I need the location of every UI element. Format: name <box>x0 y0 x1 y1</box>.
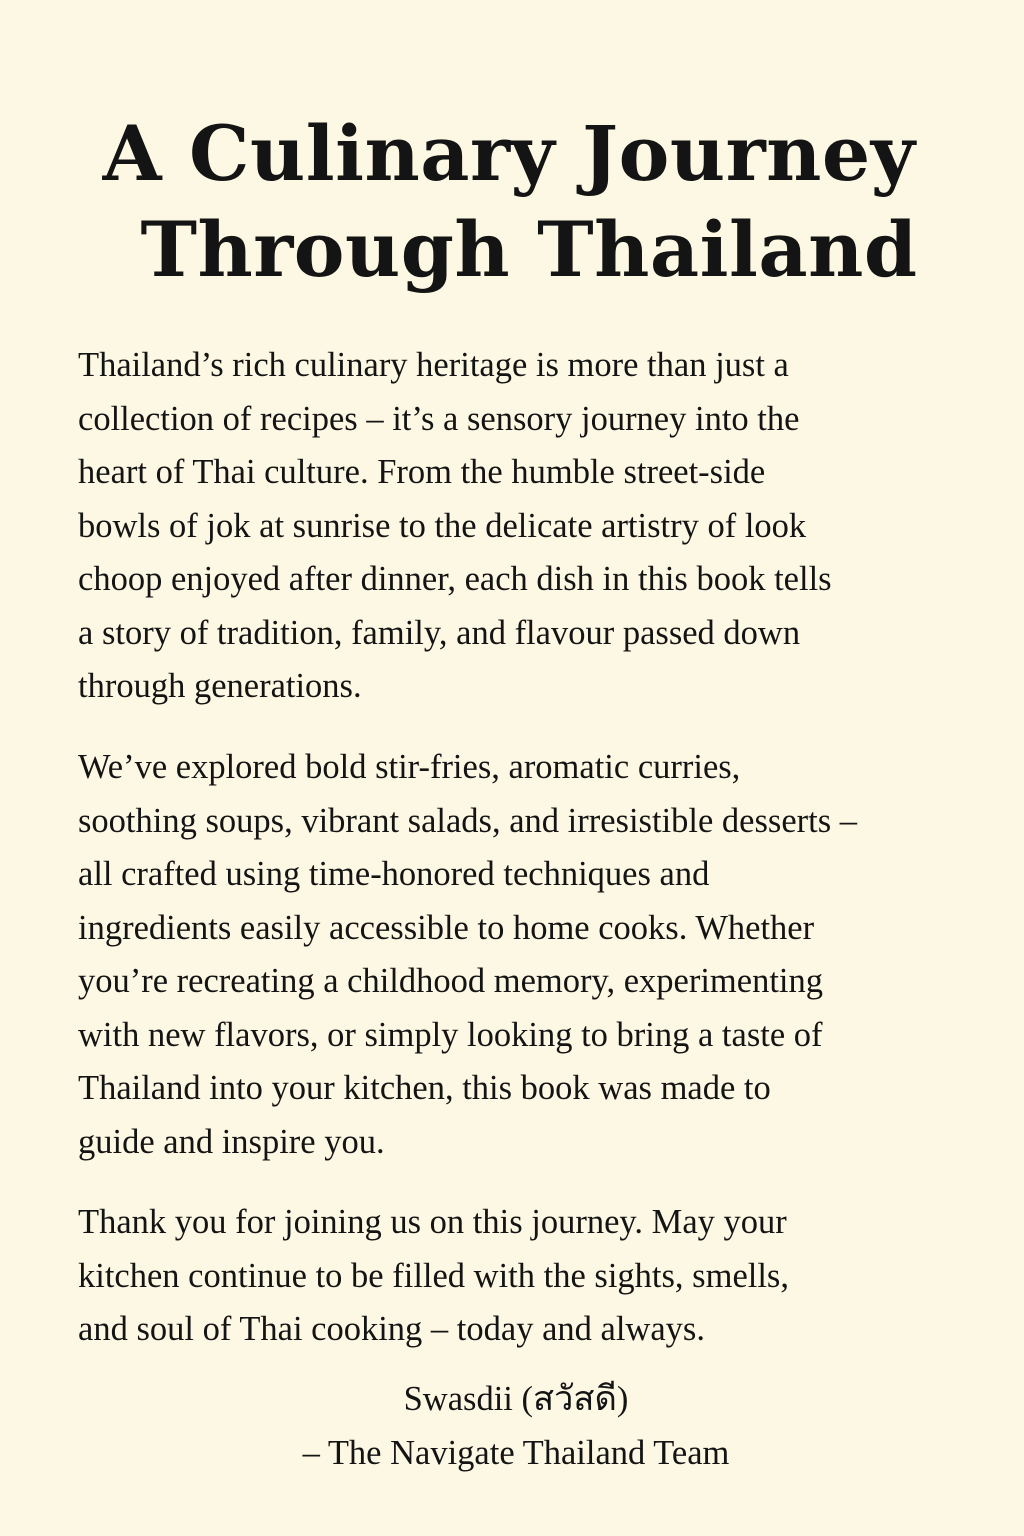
text-line: and soul of Thai cooking – today and always. <box>78 1310 705 1348</box>
title-line: Through Thailand <box>140 205 918 294</box>
text-line: We’ve explored bold stir-fries, aromatic curries, <box>78 748 741 786</box>
title-line: A Culinary Journey <box>102 109 916 198</box>
intro-paragraph <box>78 339 988 714</box>
signoff-team: – The Navigate Thailand Team <box>302 1434 730 1472</box>
page-title <box>0 106 1024 298</box>
text-line: Thank you for joining us on this journey. May your <box>78 1203 787 1241</box>
text-line: Thailand into your kitchen, this book was made to <box>78 1069 771 1107</box>
text-line: through generations. <box>78 667 362 705</box>
text-line: ingredients easily accessible to home cooks. Whether <box>78 908 815 947</box>
text-line: guide and inspire you. <box>78 1122 385 1161</box>
thanks-paragraph <box>78 1196 988 1357</box>
text-line: bowls of jok at sunrise to the delicate artistry of look <box>78 506 807 545</box>
text-line: collection of recipes – it’s a sensory journey into the <box>78 399 800 438</box>
signoff-greeting: Swasdii (สวัสดี) <box>403 1380 629 1418</box>
text-line: heart of Thai culture. From the humble street-side <box>78 453 766 491</box>
text-line: Thailand’s rich culinary heritage is more than just a <box>78 346 789 384</box>
text-line: all crafted using time-honored techniques and <box>78 855 710 893</box>
text-line: a story of tradition, family, and flavour passed down <box>78 613 801 652</box>
text-line: you’re recreating a childhood memory, experimenting <box>78 962 823 1000</box>
text-line: choop enjoyed after dinner, each dish in this book tells <box>78 560 832 598</box>
text-line: kitchen continue to be filled with the sights, smells, <box>78 1256 789 1295</box>
text-line: with new flavors, or simply looking to bring a taste of <box>78 1015 823 1054</box>
text-line: soothing soups, vibrant salads, and irresistible desserts – <box>78 801 858 840</box>
recipes-paragraph <box>78 741 988 1169</box>
